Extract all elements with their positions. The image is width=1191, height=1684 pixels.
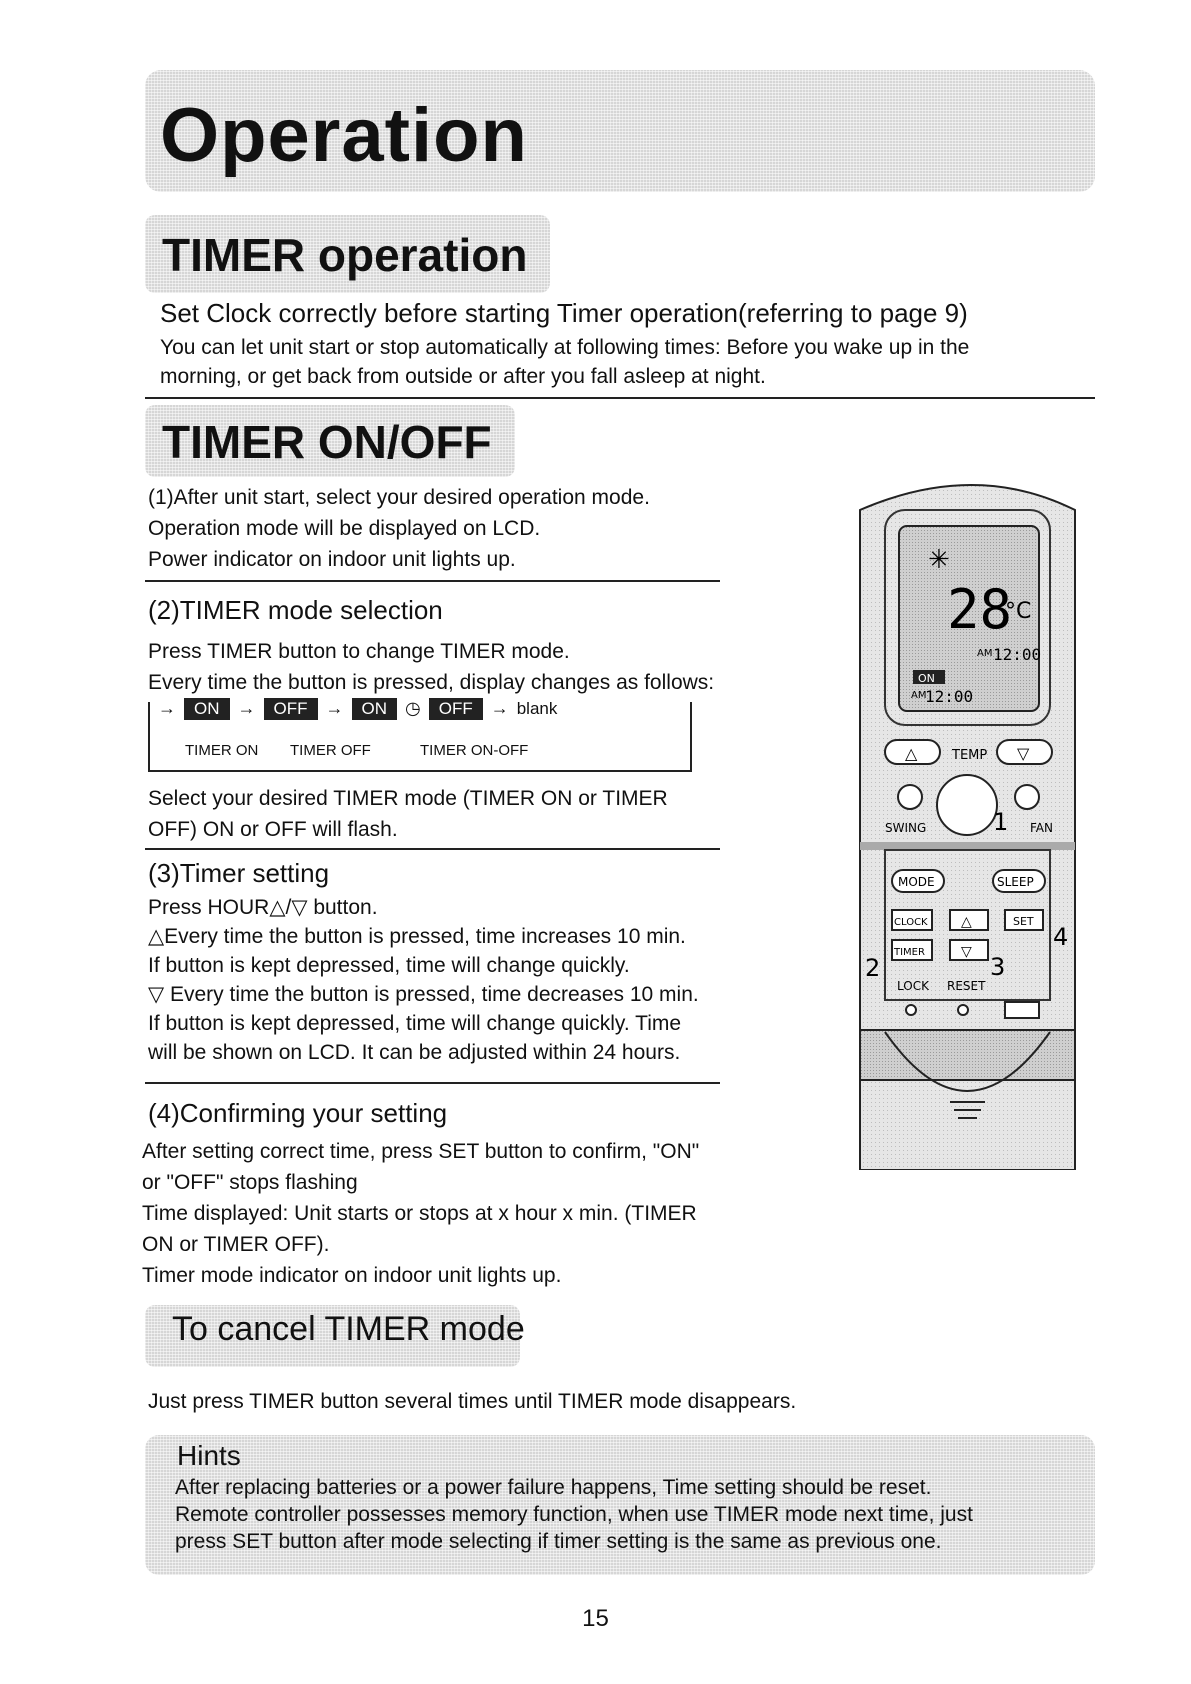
step3-title: (3)Timer setting [148, 858, 330, 888]
lcd-time1: 12:00 [993, 645, 1042, 664]
intro-text: You can let unit start or stop automatically at following times: Before you wake up in the morning, or get back from outside or after you fall asleep at night. [160, 336, 970, 388]
chip-off: OFF [264, 698, 318, 720]
lcd-am: AM [977, 648, 993, 659]
swing-label: SWING [885, 821, 927, 835]
step2-text: Press TIMER button to change TIMER mode. Every time the button is pressed, display changes as follows: [148, 640, 715, 694]
step2-title: (2)TIMER mode selection [148, 595, 443, 625]
step3-text: Press HOUR△/▽ button. △Every time the button is pressed, time increases 10 min. If button is kept depressed, time will change quickly. ▽ Every time the button is pressed, time decreases 10 min. If button is kept depressed, time will change quickly. Time will be shown on LCD. It can be adjusted within 24 hours. [148, 896, 699, 1064]
temp-up-icon: △ [905, 746, 918, 763]
lcd-on: ON [918, 672, 935, 685]
divider [145, 397, 1095, 399]
chip-on: ON [352, 698, 398, 720]
cancel-title: To cancel TIMER mode [172, 1310, 525, 1348]
remote-control-svg [855, 470, 1095, 1170]
sleep-label: SLEEP [997, 875, 1034, 889]
page-number: 15 [582, 1605, 609, 1632]
step1-text: (1)After unit start, select your desired operation mode. Operation mode will be displayed on LCD. Power indicator on indoor unit lights up. [148, 486, 650, 571]
arrow-icon: → [490, 698, 509, 718]
divider [145, 580, 720, 582]
arrow-icon: → [237, 698, 256, 718]
hour-up-icon: △ [961, 913, 972, 929]
timer-label: TIMER [894, 947, 925, 958]
reset-label: RESET [947, 979, 986, 993]
callout-3: 3 [990, 953, 1006, 981]
remote-control-illustration [855, 470, 1095, 1170]
step2-after-text: Select your desired TIMER mode (TIMER ON or TIMER OFF) ON or OFF will flash. [148, 787, 668, 841]
lcd-snow-icon: ✳ [928, 545, 950, 575]
step4-title: (4)Confirming your setting [148, 1098, 448, 1128]
lead-text: Set Clock correctly before starting Timer operation(referring to page 9) [160, 298, 968, 328]
chip-off: OFF [429, 698, 483, 720]
hints-title: Hints [177, 1440, 241, 1471]
callout-4: 4 [1053, 923, 1069, 951]
label-timer-off: TIMER OFF [290, 742, 371, 759]
arrow-icon: → [325, 698, 344, 718]
lock-label: LOCK [897, 979, 929, 993]
clock-label: CLOCK [894, 917, 928, 928]
temp-label: TEMP [952, 748, 988, 763]
set-label: SET [1013, 915, 1034, 928]
callout-1: 1 [993, 808, 1009, 836]
arrow-icon: → [158, 698, 176, 718]
chip-on: ON [184, 698, 230, 720]
timer-sequence [150, 698, 557, 720]
cancel-text: Just press TIMER button several times until TIMER mode disappears. [148, 1390, 797, 1413]
callout-2: 2 [865, 954, 881, 982]
lcd-am2: AM [911, 690, 927, 701]
label-timer-on-off: TIMER ON-OFF [420, 742, 529, 759]
label-timer-on: TIMER ON [185, 742, 259, 759]
lcd-time2: 12:00 [925, 687, 974, 706]
sequence-end: blank [516, 699, 558, 718]
lcd-temp: 28 [947, 578, 1013, 641]
hour-down-icon: ▽ [961, 943, 972, 959]
fan-label: FAN [1030, 821, 1053, 835]
section-title: TIMER operation [162, 229, 528, 281]
temp-down-icon: ▽ [1017, 746, 1030, 763]
page-title: Operation [160, 93, 528, 178]
step4-text: After setting correct time, press SET button to confirm, "ON" or "OFF" stops flashing Time displayed: Unit starts or stops at x hour x min. (TIMER ON or TIMER OFF). Timer mode indicator on indoor unit lights up. [142, 1140, 700, 1287]
divider [145, 1082, 720, 1084]
lcd-unit: °C [1005, 599, 1032, 624]
subsection-title: TIMER ON/OFF [162, 416, 492, 468]
hints-text: After replacing batteries or a power failure happens, Time setting should be reset. Remote controller possesses memory function, when use TIMER mode next time, just press SET button after mode selecting if timer setting is the same as previous one. [175, 1476, 973, 1553]
clock-icon: ◷ [405, 698, 421, 718]
mode-label: MODE [898, 875, 935, 889]
divider [145, 848, 720, 850]
